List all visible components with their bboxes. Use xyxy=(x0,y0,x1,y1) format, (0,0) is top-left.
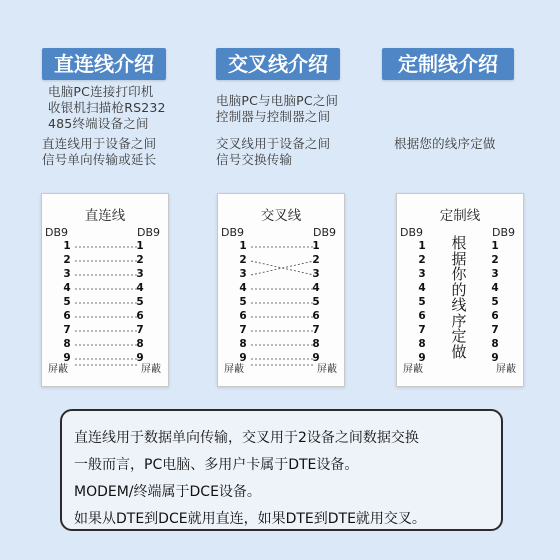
right-pin-number: 7 xyxy=(136,324,144,336)
left-pin-number: 9 xyxy=(239,352,247,364)
right-pin-number: 1 xyxy=(312,240,320,252)
left-pin-number: 8 xyxy=(239,338,247,350)
right-pin-number: 2 xyxy=(491,254,499,266)
shield-label: 屏蔽 xyxy=(224,364,244,375)
left-pin-number: 6 xyxy=(63,310,71,322)
right-pin-number: 8 xyxy=(136,338,144,350)
left-pin-number: 1 xyxy=(63,240,71,252)
section-usage-text: 电脑PC与电脑PC之间 控制器与控制器之间 xyxy=(216,93,339,124)
right-pin-number: 8 xyxy=(312,338,320,350)
left-pin-number: 7 xyxy=(418,324,426,336)
right-pin-number: 4 xyxy=(491,282,499,294)
right-pin-number: 5 xyxy=(491,296,499,308)
left-pin-number: 3 xyxy=(418,268,426,280)
right-pin-number: 4 xyxy=(312,282,320,294)
explanation-box xyxy=(60,409,503,531)
left-port-label: DB9 xyxy=(400,226,424,239)
left-port-label: DB9 xyxy=(45,226,69,239)
card-title: 定制线 xyxy=(439,208,481,224)
right-pin-number: 9 xyxy=(136,352,144,364)
section-usage-text: 电脑PC连接打印机 收银机扫描枪RS232 485终端设备之间 xyxy=(48,84,166,131)
section-description: 根据您的线序定做 xyxy=(394,136,496,151)
right-port-label: DB9 xyxy=(312,226,336,239)
shield-label: 屏蔽 xyxy=(317,364,337,375)
left-pin-number: 2 xyxy=(239,254,247,266)
left-pin-number: 9 xyxy=(63,352,71,364)
note-line: 一般而言，PC电脑、多用户卡属于DTE设备。 xyxy=(74,457,359,473)
left-pin-number: 5 xyxy=(418,296,426,308)
left-pin-number: 8 xyxy=(63,338,71,350)
left-pin-number: 8 xyxy=(418,338,426,350)
card-title: 直连线 xyxy=(84,208,126,224)
wiring-diagram-card xyxy=(396,193,524,387)
section-title: 交叉线介绍 xyxy=(216,48,340,80)
left-pin-number: 6 xyxy=(239,310,247,322)
right-pin-number: 9 xyxy=(312,352,320,364)
right-port-label: DB9 xyxy=(136,226,160,239)
left-pin-number: 6 xyxy=(418,310,426,322)
left-pin-number: 5 xyxy=(63,296,71,308)
left-pin-number: 1 xyxy=(239,240,247,252)
note-line: MODEM/终端属于DCE设备。 xyxy=(74,484,261,500)
shield-label: 屏蔽 xyxy=(496,364,516,375)
right-pin-number: 5 xyxy=(136,296,144,308)
left-port-label: DB9 xyxy=(221,226,245,239)
right-pin-number: 2 xyxy=(312,254,320,266)
left-pin-number: 4 xyxy=(63,282,71,294)
card-title: 交叉线 xyxy=(260,208,302,224)
wiring-diagram-card xyxy=(41,193,169,387)
right-pin-number: 2 xyxy=(136,254,144,266)
note-line: 如果从DTE到DCE就用直连，如果DTE到DTE就用交叉。 xyxy=(74,511,426,527)
section-description: 直连线用于设备之间 信号单向传输或延长 xyxy=(42,136,157,167)
left-pin-number: 2 xyxy=(418,254,426,266)
left-pin-number: 3 xyxy=(239,268,247,280)
left-pin-number: 1 xyxy=(418,240,426,252)
wiring-diagram-card xyxy=(217,193,345,387)
section-title: 直连线介绍 xyxy=(42,48,166,80)
right-pin-number: 4 xyxy=(136,282,144,294)
shield-label: 屏蔽 xyxy=(403,364,423,375)
note-line: 直连线用于数据单向传输，交叉用于2设备之间数据交换 xyxy=(74,430,419,446)
shield-label: 屏蔽 xyxy=(48,364,68,375)
left-pin-number: 7 xyxy=(63,324,71,336)
left-pin-number: 9 xyxy=(418,352,426,364)
right-pin-number: 7 xyxy=(312,324,320,336)
shield-label: 屏蔽 xyxy=(141,364,161,375)
left-pin-number: 3 xyxy=(63,268,71,280)
section-title: 定制线介绍 xyxy=(382,48,514,80)
right-pin-number: 3 xyxy=(491,268,499,280)
right-pin-number: 3 xyxy=(136,268,144,280)
left-pin-number: 7 xyxy=(239,324,247,336)
left-pin-number: 4 xyxy=(418,282,426,294)
left-pin-number: 2 xyxy=(63,254,71,266)
right-pin-number: 7 xyxy=(491,324,499,336)
right-pin-number: 6 xyxy=(491,310,499,322)
right-pin-number: 1 xyxy=(136,240,144,252)
right-pin-number: 6 xyxy=(312,310,320,322)
right-pin-number: 9 xyxy=(491,352,499,364)
right-pin-number: 1 xyxy=(491,240,499,252)
section-description: 交叉线用于设备之间 信号交换传输 xyxy=(216,136,331,167)
right-pin-number: 8 xyxy=(491,338,499,350)
right-pin-number: 5 xyxy=(312,296,320,308)
left-pin-number: 5 xyxy=(239,296,247,308)
right-port-label: DB9 xyxy=(491,226,515,239)
custom-order-note: 根据你的线序定做 xyxy=(451,234,467,361)
right-pin-number: 6 xyxy=(136,310,144,322)
left-pin-number: 4 xyxy=(239,282,247,294)
right-pin-number: 3 xyxy=(312,268,320,280)
